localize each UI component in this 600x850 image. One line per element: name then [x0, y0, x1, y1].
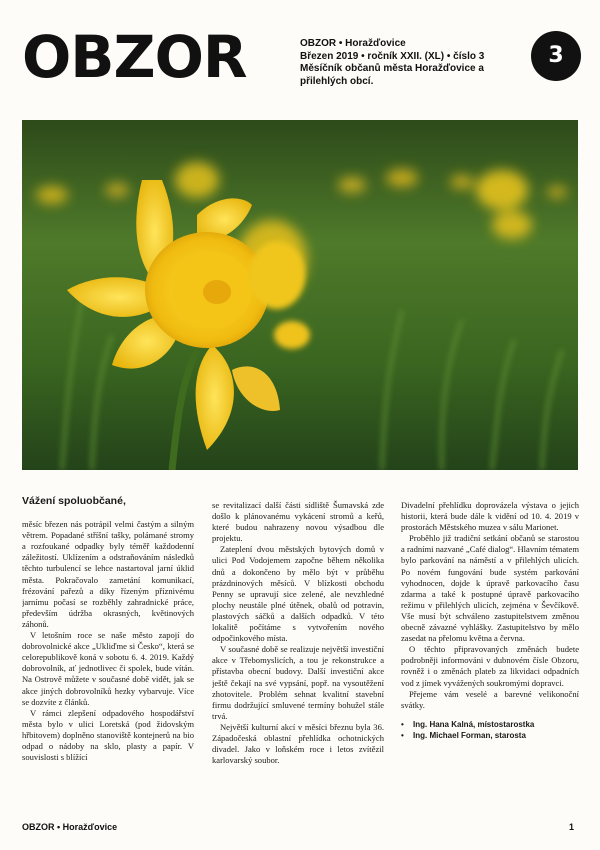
article-paragraph: Divadelní přehlídku doprovázela výstava o jejich historii, která bude dále k vidění od 10. 4. 2019 v prostorách Městského muzea v sálu Marionet.: [401, 500, 579, 533]
signature-mayor: • Ing. Michael Forman, starosta: [401, 730, 579, 741]
issue-meta: [300, 38, 510, 88]
article-greeting: Vážení spoluobčané,: [22, 496, 126, 507]
article-paragraph: O těchto připravovaných změnách budete podrobněji informováni v dubnovém čísle Obzoru, rovněž i o změnách plateb za likvidaci odpadních vod z jímek vyvážených soukromými dopravci.: [401, 644, 579, 688]
issue-number-badge: 3: [531, 31, 581, 81]
masthead-title: OBZOR: [22, 23, 247, 91]
article-paragraph: Největší kulturní akcí v měsíci březnu byla 36. Západočeská oblastní přehlídka ochotnických divadel. Jako v loňském roce i letos zvítězil karlovarský soubor.: [212, 721, 384, 766]
article-paragraph: Proběhlo již tradiční setkání občanů se starostou a radními nazvané „Café dialog“. Hlavním tématem bylo parkování na náměstí a v přilehlých ulicích. Po novém fungování bude systém parkování vyhodnocen, dojde k úpravě parkovacího času zdarma a také k postupné úpravě parkovacího režimu v přilehlých ulicích, zejména v Ševčíkově. Vše musí být schváleno zastupitelstvem změnou obecně závazné vyhlášky. Zastupitelstvo by mělo zasedat na přelomu května a června.: [401, 533, 579, 644]
article-paragraph: se revitalizací další části sídliště Šumavská zde došlo k plánovanému vykácení stromů a keřů, které budou nahrazeny novou výsadbou dle projektu.: [212, 500, 384, 544]
signatures: [401, 719, 579, 741]
article-column-2: [212, 500, 384, 822]
footer-publication: OBZOR • Horažďovice: [22, 822, 118, 832]
article-column-1: [22, 496, 194, 818]
meta-line-date: Březen 2019 • ročník XXII. (XL) • číslo 3: [300, 50, 485, 62]
meta-line-description: Měsíčník občanů města Horažďovice a přilehlých obcí.: [300, 63, 484, 87]
article-paragraph: V současné době se realizuje největší investiční akce v Třebomyslicích, a tou je rekonstrukce a přístavba obecní budovy. Další investiční akce ještě čekají na své vypsání, popř. na vysoutěžení zhotovitele. Problém sehnat kvalitní stavební firmu dodržující smluvené termíny bohužel stále trvá.: [212, 644, 384, 721]
meta-line-publication: OBZOR • Horažďovice: [300, 38, 406, 49]
page-number: 1: [569, 822, 575, 832]
article-paragraph: Zateplení dvou městských bytových domů v ulici Pod Vodojemem započne během několika dnů a dokončeno by mělo být v průběhu prázdninových měsíců. V blízkosti obchodu Penny se upravují sice zelené, ale nevzhledné plochy neustále plné útěnek, obalů od potravin, plastových sáčků a dalších odpadků. V této lokalitě počítáme s vytvořením nového odpočinkového místa.: [212, 544, 384, 644]
article-column-3: [401, 500, 579, 822]
article-paragraph: V letošním roce se naše město zapojí do dobrovolnické akce „Ukliďme si Česko“, která se celorepublikově koná v sobotu 6. 4. 2019. Každý dobrovolník, ať jednotlivec či spolek, bude vítán. Na Ostrově můžete v současné době vidět, jak se akce jiných dobrovolníků hezky vybarvuje. Více se dozvíte z článků.: [22, 630, 194, 707]
article-paragraph: V rámci zlepšení odpadového hospodářství města bylo v ulici Loretská (pod židovským hřbitovem) doplněno stanoviště kontejnerů na bio odpad o nádoby na sklo, plasty a papír. V souvislosti s blížící: [22, 707, 194, 763]
signature-deputy-mayor: • Ing. Hana Kalná, místostarostka: [401, 719, 579, 730]
article-paragraph: měsíc březen nás potrápil velmi častým a silným větrem. Popadané stříšní tašky, polámané stromy a rozfoukané odpadky byly téměř každodenní záležitostí. Uklízením a odstraňováním následků těchto turbulencí se lehce nastartoval jarní úklid města. Pokračovalo zametání komunikací, frézování pařezů a díky řízeným příznivému jarnímu počasí se rozběhly zahradnické práce, především údržba okrasných, květinových záhonů.: [22, 519, 194, 629]
daffodil-photo: [22, 120, 578, 470]
article-paragraph: Přejeme vám veselé a barevné velikonoční svátky.: [401, 688, 579, 710]
